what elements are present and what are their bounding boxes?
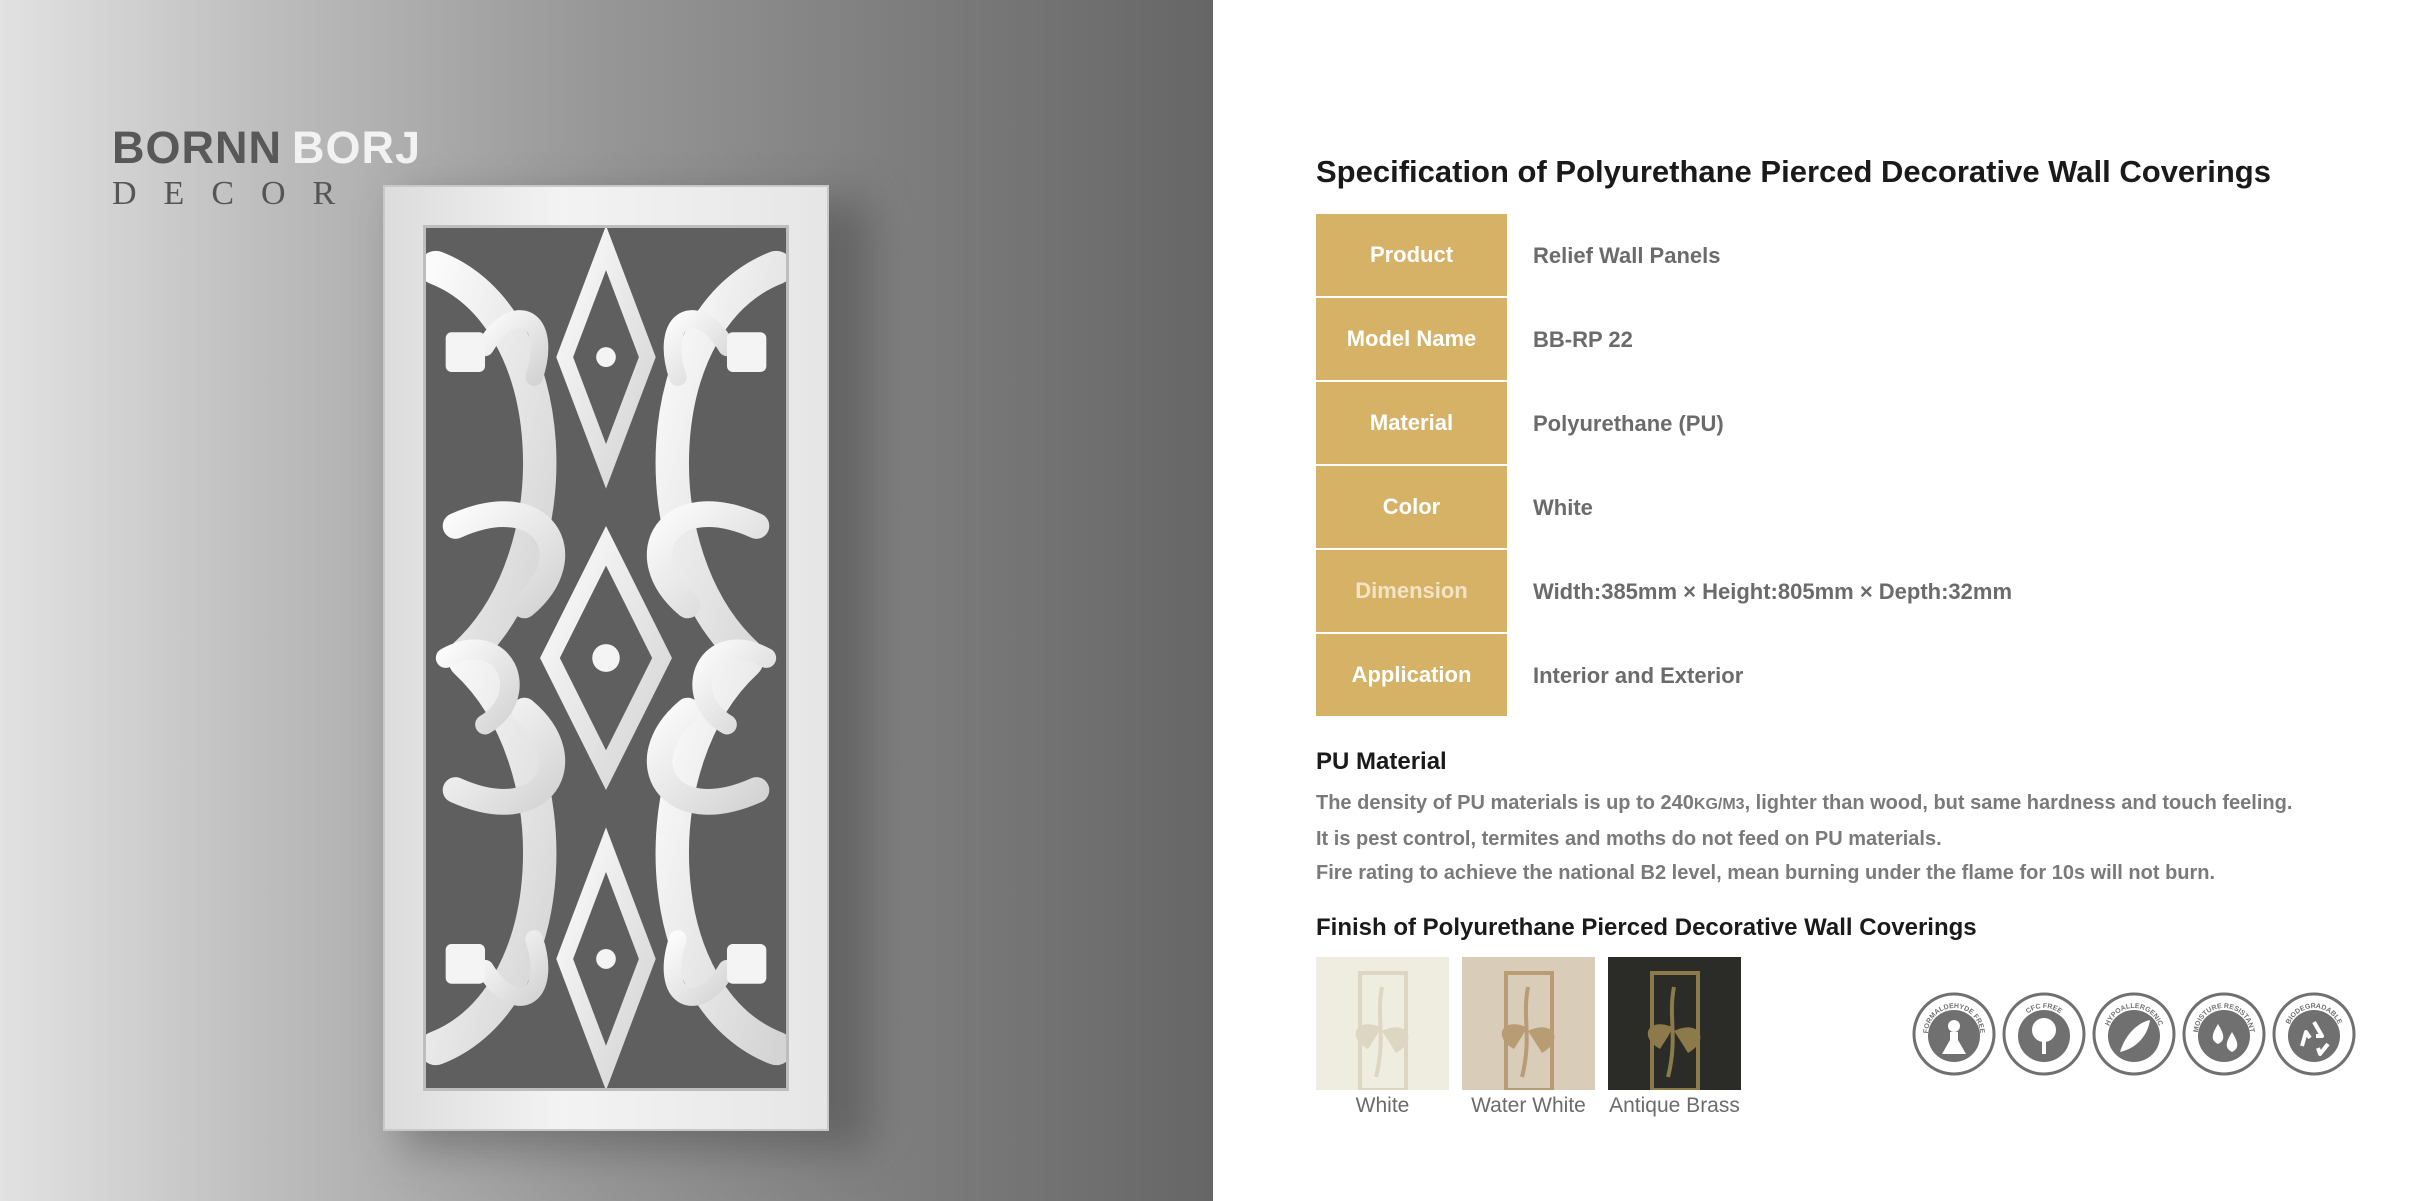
swatch-image bbox=[1462, 957, 1595, 1090]
swatch-label: White bbox=[1355, 1094, 1410, 1117]
certification-badges bbox=[1912, 992, 2362, 1076]
spec-label: Application bbox=[1316, 634, 1507, 716]
pu-density-text: The density of PU materials is up to 240 bbox=[1316, 792, 1694, 814]
spec-row-dimension bbox=[1316, 550, 2116, 634]
pu-line-density bbox=[1316, 786, 2396, 822]
spec-value: Interior and Exterior bbox=[1533, 663, 1744, 688]
spec-label: Material bbox=[1316, 382, 1507, 464]
pu-line-pest: It is pest control, termites and moths do not feed on PU materials. bbox=[1316, 828, 1942, 850]
spec-row-model-name bbox=[1316, 298, 2116, 382]
pu-line-fire: Fire rating to achieve the national B2 level, mean burning under the flame for 10s will not burn. bbox=[1316, 862, 2216, 884]
moisture-resistant-icon bbox=[2182, 992, 2266, 1076]
finish-title: Finish of Polyurethane Pierced Decorative Wall Coverings bbox=[1316, 914, 1977, 941]
badge-text: MOISTURE RESISTANT bbox=[2192, 1002, 2256, 1033]
pu-material-description bbox=[1316, 786, 2396, 890]
logo-word-2: BORJ bbox=[292, 122, 422, 173]
spec-row-color bbox=[1316, 466, 2116, 550]
wall-panel-image bbox=[383, 185, 829, 1131]
swatch-label: Antique Brass bbox=[1609, 1094, 1740, 1117]
swatch-antique-brass bbox=[1608, 957, 1741, 1118]
logo-wordmark bbox=[112, 122, 422, 173]
spec-title: Specification of Polyurethane Pierced Decorative Wall Coverings bbox=[1316, 154, 2271, 189]
spec-table bbox=[1316, 214, 2116, 718]
pu-density-rest: , lighter than wood, but same hardness and touch feeling. bbox=[1744, 792, 2293, 814]
brand-logo bbox=[112, 122, 422, 214]
biodegradable-icon bbox=[2272, 992, 2356, 1076]
spec-value: BB-RP 22 bbox=[1533, 327, 1633, 352]
hypoallergenic-icon bbox=[2092, 992, 2176, 1076]
logo-word-1: BORNN bbox=[112, 122, 282, 173]
badge-text: CFC FREE bbox=[2024, 1002, 2064, 1016]
finish-swatches bbox=[1316, 957, 1754, 1118]
pu-density-unit: KG/M3 bbox=[1693, 796, 1745, 813]
pierced-carving bbox=[423, 225, 789, 1091]
spec-value: Width:385mm × Height:805mm × Depth:32mm bbox=[1533, 579, 2013, 604]
badge-text: FORMALDEHYDE FREE bbox=[1922, 1002, 1986, 1034]
spec-label: Product bbox=[1316, 214, 1507, 296]
spec-label: Dimension bbox=[1316, 550, 1507, 632]
badge-text: HYPOALLERGENIC bbox=[2104, 1002, 2164, 1027]
cfc-free-icon bbox=[2002, 992, 2086, 1076]
spec-value: Relief Wall Panels bbox=[1533, 243, 1721, 268]
formaldehyde-free-icon bbox=[1912, 992, 1996, 1076]
spec-row-application bbox=[1316, 634, 2116, 718]
swatch-label: Water White bbox=[1471, 1094, 1586, 1117]
pu-material-title: PU Material bbox=[1316, 748, 1447, 775]
spec-value: White bbox=[1533, 495, 1593, 520]
spec-label: Color bbox=[1316, 466, 1507, 548]
spec-label: Model Name bbox=[1316, 298, 1507, 380]
swatch-white bbox=[1316, 957, 1449, 1118]
spec-row-product bbox=[1316, 214, 2116, 298]
swatch-image bbox=[1608, 957, 1741, 1090]
spec-value: Polyurethane (PU) bbox=[1533, 411, 1724, 436]
swatch-image bbox=[1316, 957, 1449, 1090]
spec-row-material bbox=[1316, 382, 2116, 466]
logo-subtitle: DECOR bbox=[112, 175, 363, 212]
swatch-water-white bbox=[1462, 957, 1595, 1118]
badge-text: BIODEGRADABLE bbox=[2285, 1002, 2343, 1026]
